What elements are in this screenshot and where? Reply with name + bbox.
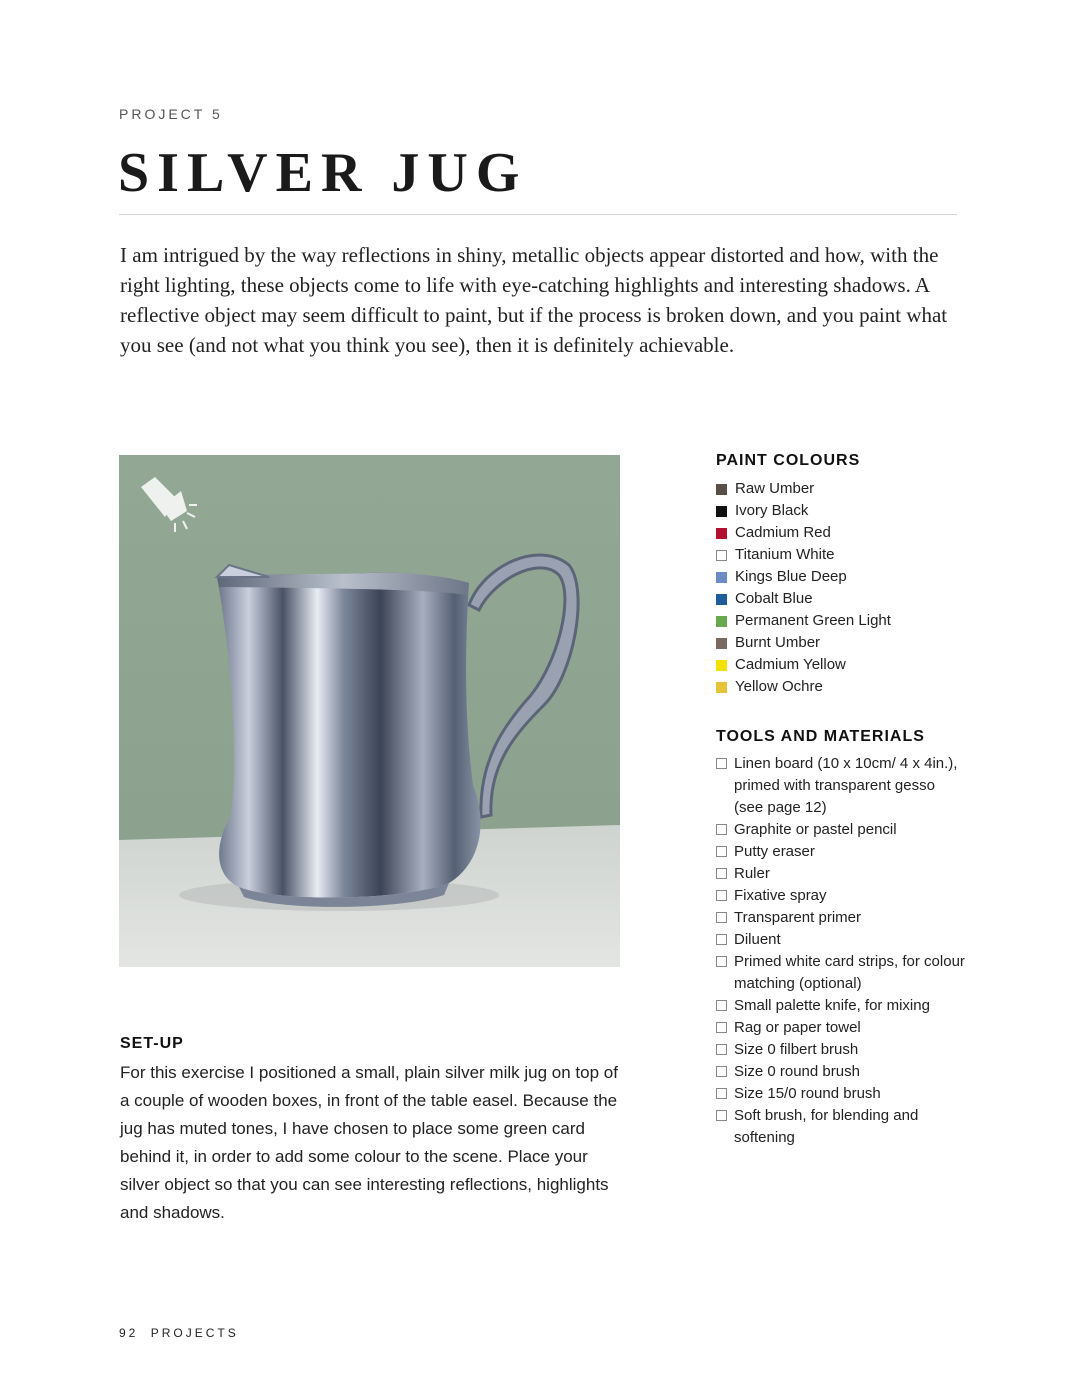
colour-label: Titanium White <box>735 546 835 563</box>
tool-label: Transparent primer <box>734 909 861 926</box>
tool-item <box>716 841 966 863</box>
paint-colour-item <box>716 478 891 500</box>
colour-swatch <box>716 660 727 671</box>
tool-item <box>716 951 966 995</box>
colour-swatch <box>716 506 727 517</box>
tool-label: Fixative spray <box>734 887 827 904</box>
tool-item <box>716 753 966 819</box>
checkbox-icon <box>716 1000 727 1011</box>
checkbox-icon <box>716 868 727 879</box>
checkbox-icon <box>716 912 727 923</box>
tool-label: Rag or paper towel <box>734 1019 861 1036</box>
checkbox-icon <box>716 890 727 901</box>
colour-swatch <box>716 616 727 627</box>
tool-item <box>716 995 966 1017</box>
tool-item <box>716 863 966 885</box>
colour-swatch <box>716 638 727 649</box>
tool-item <box>716 1083 966 1105</box>
paint-colour-item <box>716 632 891 654</box>
page-number: 92 <box>119 1326 139 1340</box>
tool-label: Size 0 round brush <box>734 1063 860 1080</box>
checkbox-icon <box>716 758 727 769</box>
tool-label: Linen board (10 x 10cm/ 4 x 4in.), primed with transparent gesso (see page 12) <box>734 755 958 816</box>
colour-label: Kings Blue Deep <box>735 568 847 585</box>
paint-colour-item <box>716 654 891 676</box>
tool-label: Soft brush, for blending and softening <box>734 1107 919 1146</box>
tool-label: Small palette knife, for mixing <box>734 997 930 1014</box>
paint-colour-item <box>716 676 891 698</box>
checkbox-icon <box>716 1022 727 1033</box>
paint-colour-item <box>716 522 891 544</box>
paint-colour-item <box>716 588 891 610</box>
tool-label: Primed white card strips, for colour matching (optional) <box>734 953 965 992</box>
tool-item <box>716 885 966 907</box>
tool-label: Size 15/0 round brush <box>734 1085 881 1102</box>
tool-label: Size 0 filbert brush <box>734 1041 859 1058</box>
paint-colours-list <box>716 478 891 698</box>
title-divider <box>119 214 957 215</box>
colour-swatch <box>716 550 727 561</box>
colour-swatch <box>716 594 727 605</box>
paint-colour-item <box>716 566 891 588</box>
tool-item <box>716 1105 966 1149</box>
tool-label: Diluent <box>734 931 781 948</box>
colour-swatch <box>716 572 727 583</box>
checkbox-icon <box>716 824 727 835</box>
section-name: PROJECTS <box>150 1326 239 1340</box>
paint-colour-item <box>716 544 891 566</box>
page-footer <box>119 1326 239 1340</box>
colour-label: Permanent Green Light <box>735 612 891 629</box>
colour-label: Ivory Black <box>735 502 809 519</box>
tool-item <box>716 819 966 841</box>
silver-jug-photo <box>119 455 620 967</box>
intro-paragraph: I am intrigued by the way reflections in shiny, metallic objects appear distorted and how, with the right lighting, these objects come to life with eye-catching highlights and interesting shadows. A reflective object may seem difficult to paint, but if the process is broken down, and you paint what you see (and not what you think you see), then it is definitely achievable. <box>120 243 948 357</box>
page-title: SILVER JUG <box>118 142 528 204</box>
colour-label: Burnt Umber <box>735 634 821 651</box>
colour-swatch <box>716 528 727 539</box>
paint-colours-heading: PAINT COLOURS <box>716 452 861 469</box>
colour-label: Cobalt Blue <box>735 590 813 607</box>
tool-item <box>716 1061 966 1083</box>
checkbox-icon <box>716 1044 727 1055</box>
colour-label: Raw Umber <box>735 480 815 497</box>
checkbox-icon <box>716 934 727 945</box>
checkbox-icon <box>716 1088 727 1099</box>
setup-paragraph: For this exercise I positioned a small, plain silver milk jug on top of a couple of wooden boxes, in front of the table easel. Because the jug has muted tones, I have chosen to place some green card behind it, in order to add some colour to the scene. Place your silver object so that you can see interesting reflections, highlights and shadows. <box>120 1063 618 1222</box>
colour-label: Cadmium Yellow <box>735 656 846 673</box>
colour-swatch <box>716 484 727 495</box>
colour-label: Yellow Ochre <box>735 678 823 695</box>
checkbox-icon <box>716 1066 727 1077</box>
tools-materials-heading: TOOLS AND MATERIALS <box>716 728 925 745</box>
paint-colour-item <box>716 610 891 632</box>
tool-label: Graphite or pastel pencil <box>734 821 897 838</box>
checkbox-icon <box>716 1110 727 1121</box>
tool-item <box>716 907 966 929</box>
tools-materials-list <box>716 753 966 1149</box>
checkbox-icon <box>716 846 727 857</box>
setup-heading: SET-UP <box>120 1035 184 1052</box>
paint-colour-item <box>716 500 891 522</box>
colour-swatch <box>716 682 727 693</box>
colour-label: Cadmium Red <box>735 524 831 541</box>
tool-item <box>716 1039 966 1061</box>
tool-item <box>716 929 966 951</box>
tool-label: Putty eraser <box>734 843 815 860</box>
project-kicker: PROJECT 5 <box>119 106 223 122</box>
checkbox-icon <box>716 956 727 967</box>
tool-item <box>716 1017 966 1039</box>
tool-label: Ruler <box>734 865 770 882</box>
